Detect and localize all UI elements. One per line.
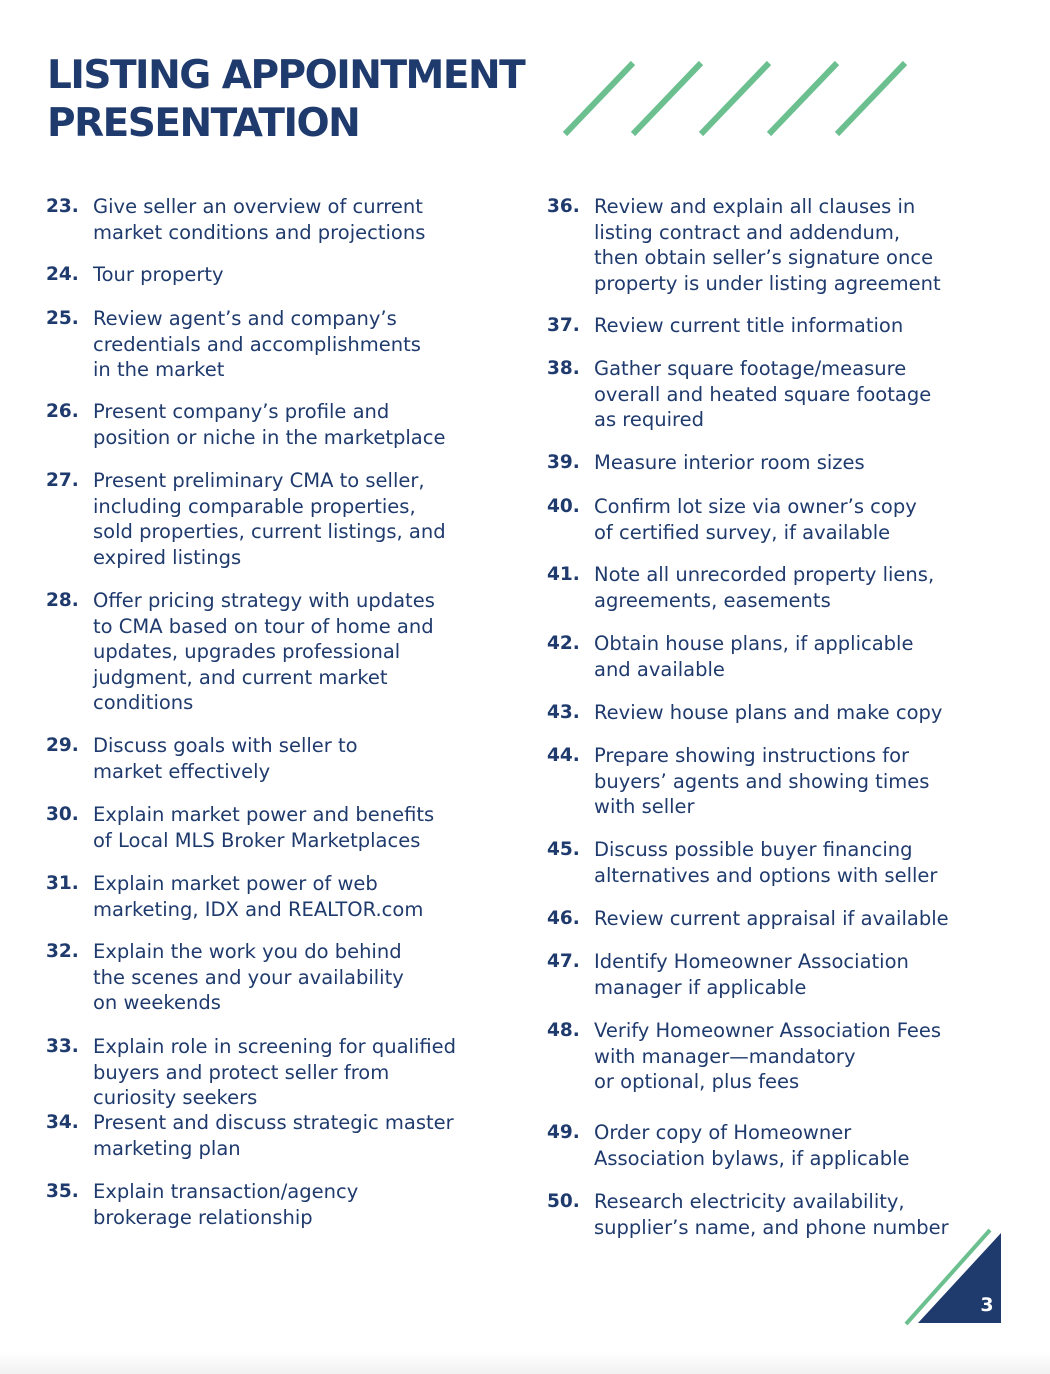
checklist-item bbox=[46, 1179, 358, 1230]
page-number: 3 bbox=[980, 1294, 994, 1316]
item-text-line: Research electricity availability, bbox=[594, 1190, 905, 1213]
item-text-line: Review current appraisal if available bbox=[594, 907, 949, 930]
checklist-item bbox=[46, 939, 404, 1016]
item-number: 36. bbox=[547, 196, 580, 217]
item-text-line: of Local MLS Broker Marketplaces bbox=[93, 828, 421, 852]
item-text-line: market effectively bbox=[93, 759, 271, 783]
item-text-line: on weekends bbox=[93, 991, 221, 1014]
item-number: 48. bbox=[547, 1020, 580, 1041]
item-text-line: Present preliminary CMA to seller, bbox=[93, 469, 425, 492]
item-text-line: supplier’s name, and phone number bbox=[594, 1215, 949, 1239]
checklist-item bbox=[547, 1189, 949, 1240]
item-number: 32. bbox=[46, 941, 79, 962]
item-number: 30. bbox=[46, 804, 79, 825]
item-text-line: agreements, easements bbox=[594, 588, 831, 612]
item-text-line: updates, upgrades professional bbox=[93, 640, 401, 663]
item-text-line: Confirm lot size via owner’s copy bbox=[594, 495, 917, 518]
item-text-line: the scenes and your availability bbox=[93, 965, 404, 989]
item-number: 31. bbox=[46, 873, 79, 894]
item-text-line: Note all unrecorded property liens, bbox=[594, 563, 935, 586]
item-number: 26. bbox=[46, 401, 79, 422]
item-text-line: Explain transaction/agency bbox=[93, 1180, 359, 1203]
item-number: 47. bbox=[547, 951, 580, 972]
item-text-line: Present company’s profile and bbox=[93, 400, 390, 423]
checklist-item bbox=[46, 306, 421, 383]
item-number: 46. bbox=[547, 908, 580, 929]
page-bottom-shade bbox=[0, 1352, 1050, 1374]
checklist-item bbox=[46, 802, 434, 853]
item-number: 23. bbox=[46, 196, 79, 217]
item-text-line: in the market bbox=[93, 358, 225, 381]
checklist-item bbox=[547, 450, 865, 476]
item-text-line: Identify Homeowner Association bbox=[594, 950, 909, 973]
item-text-line: property is under listing agreement bbox=[594, 271, 941, 295]
item-number: 42. bbox=[547, 633, 580, 654]
item-number: 39. bbox=[547, 452, 580, 473]
item-text-line: manager if applicable bbox=[594, 975, 807, 999]
item-text-line: Verify Homeowner Association Fees bbox=[594, 1019, 942, 1042]
checklist-item bbox=[547, 494, 917, 545]
item-text-line: of certified survey, if available bbox=[594, 520, 891, 544]
checklist-item bbox=[547, 743, 929, 820]
checklist-item bbox=[46, 1034, 456, 1111]
checklist-item bbox=[547, 194, 941, 296]
item-text-line: sold properties, current listings, and bbox=[93, 520, 446, 543]
item-text-line: Explain the work you do behind bbox=[93, 940, 402, 963]
decorative-diagonal-stripes bbox=[560, 58, 920, 140]
item-text-line: Obtain house plans, if applicable bbox=[594, 632, 914, 655]
checklist-item bbox=[547, 313, 903, 339]
item-number: 50. bbox=[547, 1191, 580, 1212]
page-title bbox=[47, 52, 524, 148]
checklist-item bbox=[46, 588, 435, 716]
checklist-item bbox=[547, 356, 931, 433]
checklist-item bbox=[547, 949, 909, 1000]
stripe bbox=[565, 63, 633, 134]
stripe bbox=[633, 63, 701, 134]
item-number: 33. bbox=[46, 1036, 79, 1057]
checklist-item bbox=[46, 1110, 454, 1161]
item-text-line: Prepare showing instructions for bbox=[594, 744, 910, 767]
checklist-item bbox=[547, 562, 934, 613]
checklist-item bbox=[46, 871, 423, 922]
checklist-item bbox=[547, 700, 942, 726]
item-text-line: Explain market power and benefits bbox=[93, 803, 435, 826]
item-text-line: buyers and protect seller from bbox=[93, 1060, 390, 1084]
item-text-line: buyers’ agents and showing times bbox=[594, 769, 930, 793]
page-title-line-2: PRESENTATION bbox=[47, 101, 360, 146]
item-text-line: with manager—mandatory bbox=[594, 1044, 856, 1068]
item-text-line: Present and discuss strategic master bbox=[93, 1111, 454, 1134]
item-text-line: Discuss goals with seller to bbox=[93, 734, 358, 757]
item-text-line: Review house plans and make copy bbox=[594, 701, 943, 724]
item-number: 28. bbox=[46, 590, 79, 611]
item-text-line: Explain market power of web bbox=[93, 872, 378, 895]
item-number: 29. bbox=[46, 735, 79, 756]
item-text-line: expired listings bbox=[93, 545, 242, 569]
item-text-line: position or niche in the marketplace bbox=[93, 425, 446, 449]
item-text-line: marketing, IDX and REALTOR.com bbox=[93, 897, 424, 921]
item-number: 40. bbox=[547, 496, 580, 517]
item-number: 41. bbox=[547, 564, 580, 585]
item-text-line: as required bbox=[594, 408, 705, 431]
stripe bbox=[769, 63, 837, 134]
item-number: 34. bbox=[46, 1112, 79, 1133]
item-text-line: with seller bbox=[594, 795, 695, 818]
item-text-line: Association bylaws, if applicable bbox=[594, 1146, 910, 1170]
item-text-line: market conditions and projections bbox=[93, 220, 426, 244]
item-text-line: listing contract and addendum, bbox=[594, 220, 901, 244]
item-text-line: including comparable properties, bbox=[93, 494, 416, 518]
item-number: 38. bbox=[547, 358, 580, 379]
checklist-item bbox=[46, 733, 358, 784]
checklist-item bbox=[547, 1018, 941, 1095]
checklist-item bbox=[46, 194, 425, 245]
page-title-line-1: LISTING APPOINTMENT bbox=[47, 53, 525, 98]
item-text-line: Review current title information bbox=[594, 314, 904, 337]
item-number: 49. bbox=[547, 1122, 580, 1143]
checklist-item bbox=[547, 1120, 910, 1171]
item-text-line: Order copy of Homeowner bbox=[594, 1121, 852, 1144]
item-text-line: Discuss possible buyer financing bbox=[594, 838, 913, 861]
checklist-item bbox=[547, 837, 937, 888]
item-text-line: Tour property bbox=[93, 263, 224, 286]
item-text-line: overall and heated square footage bbox=[594, 382, 932, 406]
item-text-line: Give seller an overview of current bbox=[93, 195, 423, 218]
item-text-line: Measure interior room sizes bbox=[594, 451, 865, 474]
item-number: 44. bbox=[547, 745, 580, 766]
item-text-line: then obtain seller’s signature once bbox=[594, 246, 934, 269]
item-text-line: Review agent’s and company’s bbox=[93, 307, 397, 330]
checklist-item bbox=[547, 631, 913, 682]
item-text-line: judgment, and current market bbox=[93, 665, 388, 689]
checklist-item bbox=[547, 906, 949, 932]
item-text-line: alternatives and options with seller bbox=[594, 863, 938, 887]
item-text-line: to CMA based on tour of home and bbox=[93, 614, 434, 638]
checklist-item bbox=[46, 262, 224, 288]
item-text-line: conditions bbox=[93, 691, 194, 714]
item-number: 24. bbox=[46, 264, 79, 285]
item-number: 27. bbox=[46, 470, 79, 491]
item-number: 25. bbox=[46, 308, 79, 329]
item-text-line: credentials and accomplishments bbox=[93, 332, 421, 356]
item-text-line: marketing plan bbox=[93, 1136, 241, 1160]
item-number: 43. bbox=[547, 702, 580, 723]
item-text-line: and available bbox=[594, 657, 725, 681]
stripe bbox=[701, 63, 769, 134]
stripe bbox=[837, 63, 905, 134]
item-text-line: Gather square footage/measure bbox=[594, 357, 907, 380]
item-text-line: Offer pricing strategy with updates bbox=[93, 589, 435, 612]
item-number: 35. bbox=[46, 1181, 79, 1202]
item-text-line: Explain role in screening for qualified bbox=[93, 1035, 457, 1058]
item-number: 45. bbox=[547, 839, 580, 860]
item-text-line: curiosity seekers bbox=[93, 1086, 258, 1109]
item-text-line: brokerage relationship bbox=[93, 1205, 313, 1229]
item-text-line: or optional, plus fees bbox=[594, 1070, 800, 1093]
item-text-line: Review and explain all clauses in bbox=[594, 195, 916, 218]
item-number: 37. bbox=[547, 315, 580, 336]
checklist-item bbox=[46, 399, 445, 450]
checklist-item bbox=[46, 468, 446, 570]
